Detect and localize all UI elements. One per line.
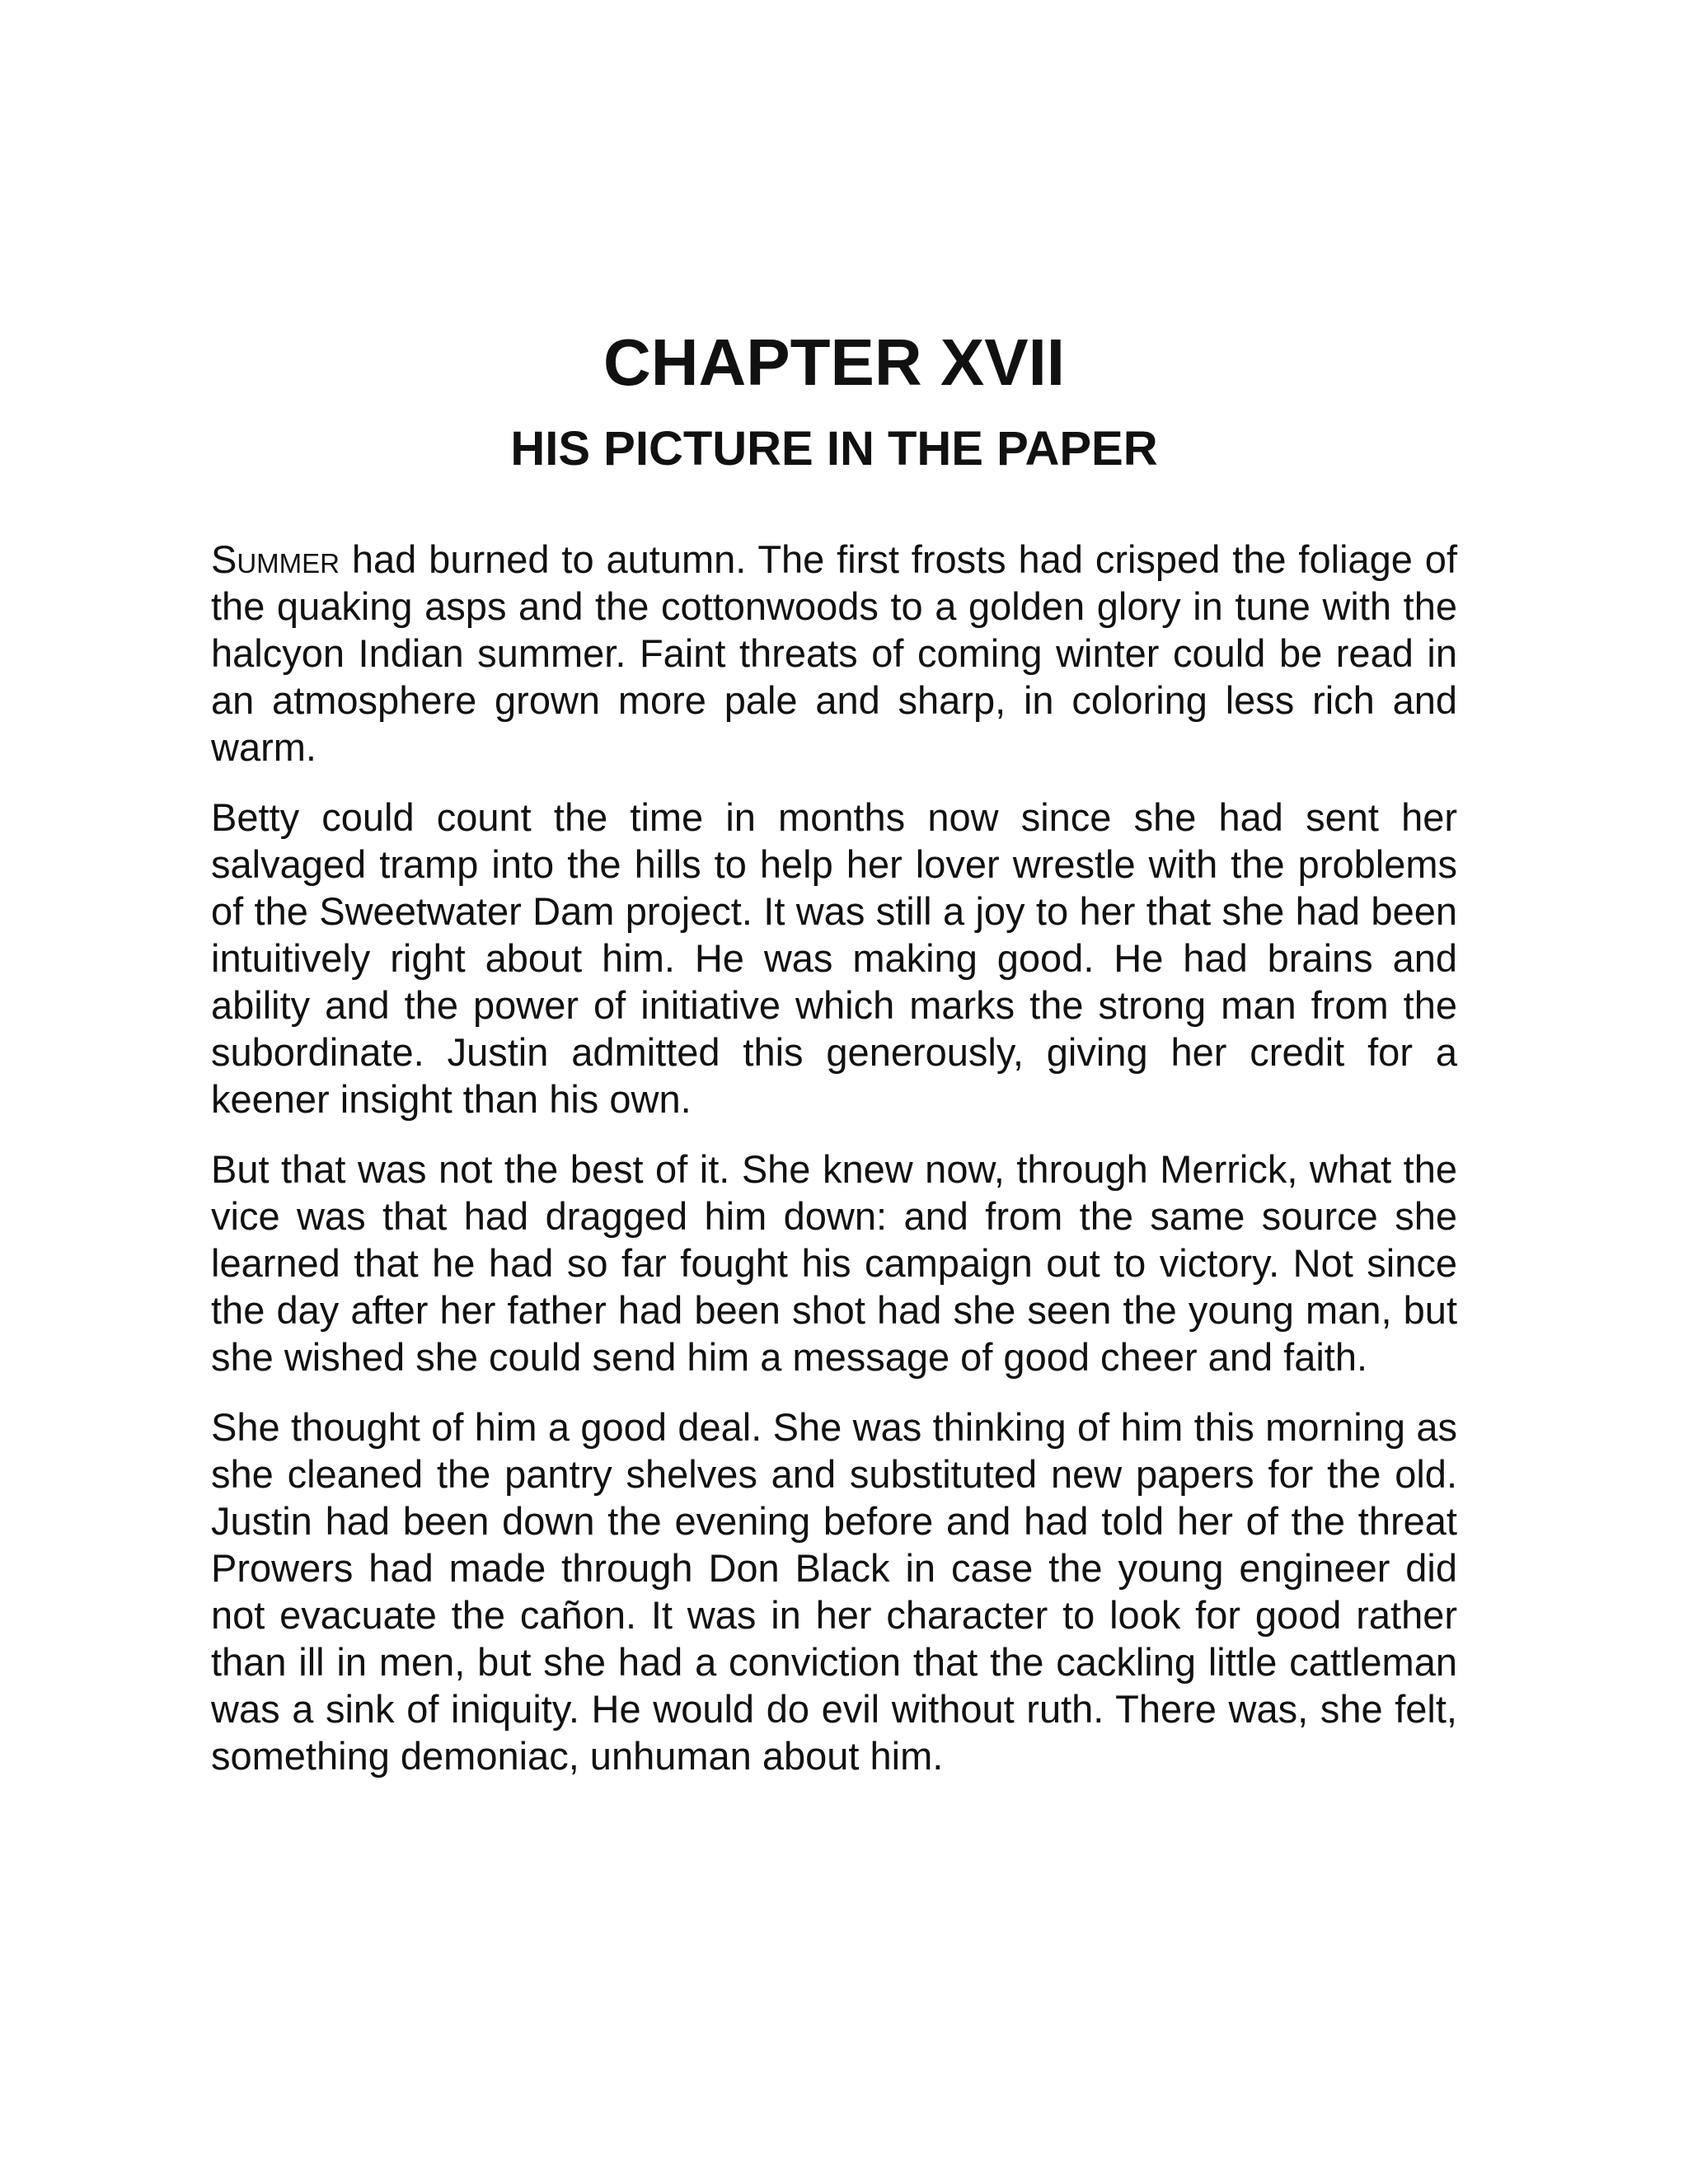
- paragraph-4: [211, 1404, 1457, 1779]
- paragraph-text: But that was not the best of it. She knew now, through Merrick, what the vice was that had dragged him down: and from the same source she learned that he had so far fought his campaign out to victory. Not since the day after her father had been shot had she seen the young man, but she wished she could send him a message of good cheer and faith.: [211, 1147, 1457, 1379]
- drop-lead-word: Summer: [211, 537, 340, 581]
- book-page: [211, 0, 1457, 2184]
- chapter-body: [211, 536, 1457, 1802]
- paragraph-text: had burned to autumn. The first frosts had crisped the foliage of the quaking asps and the cottonwoods to a golden glory in tune with the halcyon Indian summer. Faint threats of coming winter could be read in an atmosphere grown more pale and sharp, in coloring less rich and warm.: [211, 537, 1457, 769]
- paragraph-text: She thought of him a good deal. She was thinking of him this morning as she cleaned the pantry shelves and substituted new papers for the old. Justin had been down the evening before and had told her of the threat Prowers had made through Don Black in case the young engineer did not evacuate the cañon. It was in her character to look for good rather than ill in men, but she had a conviction that the cackling little cattleman was a sink of iniquity. He would do evil without ruth. There was, she felt, something demoniac, unhuman about him.: [211, 1405, 1457, 1778]
- chapter-title: HIS PICTURE IN THE PAPER: [510, 422, 1158, 476]
- paragraph-2: [211, 794, 1457, 1122]
- chapter-number: CHAPTER XVII: [603, 326, 1066, 399]
- paragraph-1: [211, 536, 1457, 771]
- paragraph-3: [211, 1146, 1457, 1380]
- paragraph-text: Betty could count the time in months now since she had sent her salvaged tramp into the hills to help her lover wrestle with the problems of the Sweetwater Dam project. It was still a joy to her that she had been intuitively right about him. He was making good. He had brains and ability and the power of initiative which marks the strong man from the subordinate. Justin admitted this generously, giving her credit for a keener insight than his own.: [211, 795, 1457, 1121]
